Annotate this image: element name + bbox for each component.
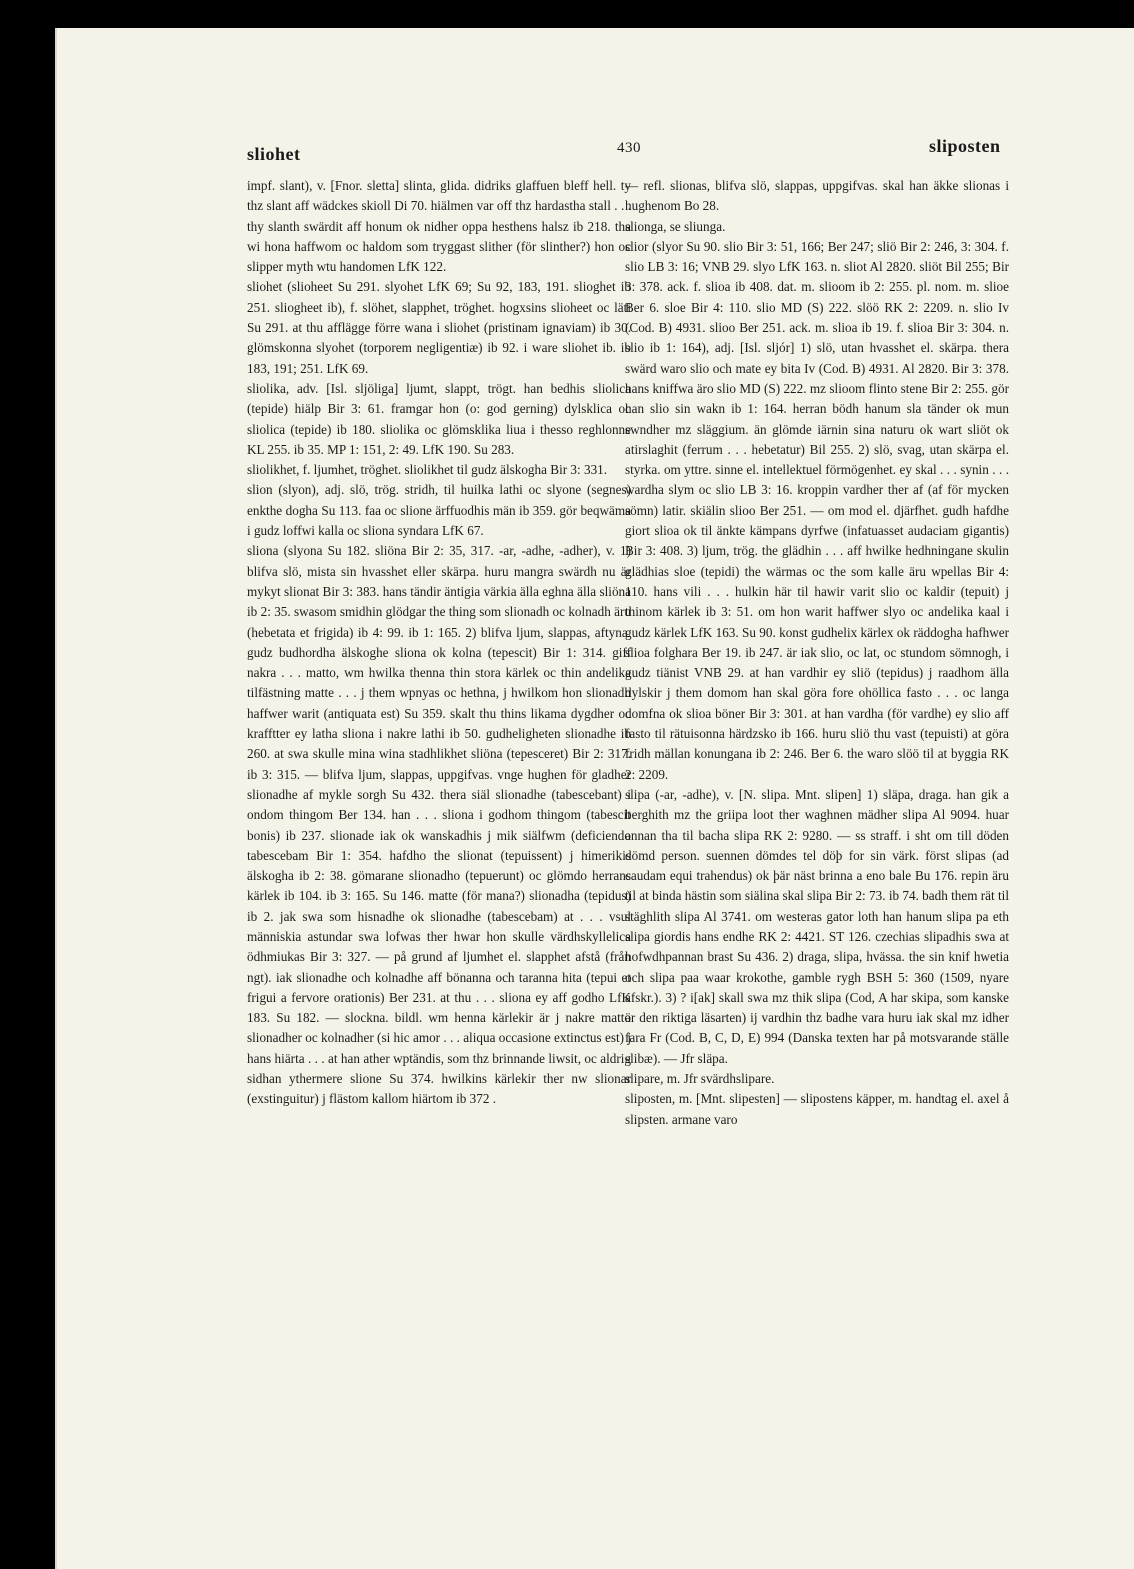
running-head-left: sliohet (247, 144, 301, 164)
entry-paragraph: slior (slyor Su 90. slio Bir 3: 51, 166; Ber 247; sliö Bir 2: 246, 3: 304. f. slio LB 3: 16; VNB 29. slyo LfK 163. n. sliot Al 2820. sliöt Bil 255; Bir 3: 378. ack. f. slioa ib 408. dat. m. slioom ib 2: 255. pl. nom. m. slioe Ber 6. sloe Bir 4: 110. slio MD (S) 222. slöö RK 2: 2209. n. slio Iv (Cod. B) 4931. slioo Ber 251. ack. m. slioa ib 19. f. slioa Bir 3: 304. n. slio ib 1: 164), adj. [Isl. sljór] 1) slö, utan hvasshet el. skärpa. thera swärd waro slio och mate ey bita Iv (Cod. B) 4931. Al 2820. Bir 3: 378. hans kniffwa äro slio MD (S) 222. mz slioom flinto stene Bir 2: 255. gör han slio sin wakn ib 1: 164. herran bödh hanum sla tänder ok mun swndher mz släggium. än glömde iärnin sina naturu ok wart sliöt ok atirslaghit (ferrum . . . hebetatur) Bil 255. 2) slö, svag, utan skärpa el. styrka. om yttre. sinne el. intellektuel förmögenhet. ey skal . . . synin . . . wardha slym oc slio LB 3: 16. kroppin vardher ther af (af för mycken sömn) latir. skiälin slioo Ber 251. — om mod el. djärfhet. gudh hafdhe giort slioa ok til änkte kämpans dyrfwe (infatuasset audaciam gigantis) Bir 3: 408. 3) ljum, trög. the glädhin . . . aff hwilke hedhningane skulin glädhias sloe (tepidi) the wärmas oc the som kalle äru wpellas Bir 4: 110. hans vili . . . hulkin här til hawir varit slio oc kaldir (tepuit) j thinom kärlek ib 3: 51. om hon warit haffwer slyo oc andelika kaal i gudz kärlek LfK 163. Su 90. konst gudhelix kärlex ok räddogha hafhwer slioa folghara Ber 19. ib 247. är iak slio, oc lat, oc stundom sömnogh, i gudz tiänist VNB 29. at han vardhir ey sliö (tepidus) j raadhom älla dylskir j them domom han skal göra fore ohöllica fasto . . . oc langa domfna ok slioa böner Bir 3: 301. at han vardha (för vardhe) ey slio aff fasto til rätuisonna härdzsko ib 166. huru sliö thu vast (tepuisti) at göra fridh mällan konungana ib 2: 246. Ber 6. the waro slöö til at byggia RK 2: 2209. (625, 238, 1009, 782)
entry-paragraph: — refl. slionas, blifva slö, slappas, uppgifvas. skal han äkke slionas i hughenom Bo 28. (625, 178, 1009, 214)
right-column (625, 176, 1009, 1130)
entry-paragraph: sliona (slyona Su 182. sliöna Bir 2: 35, 317. -ar, -adhe, -adher), v. 1) blifva slö, mista sin hvasshet eller skärpa. huru mangra swärdh nu är mykyt slionat Bir 3: 383. hans tändir äntigia värkia älla eghna älla sliöna ib 2: 35. swasom smidhin glödgar the thing som slionadh oc kolnadh äru (hebetata et frigida) ib 4: 99. ib 1: 165. 2) blifva ljum, slappas, aftyna. gudz budhordha älskoghe sliona ok kolna (tepescit) Bir 1: 314. giff nakra . . . matto, wm hwilka thenna thin stora kärlek oc thin andelika tilfästning matte . . . j them wpnyas oc hethna, j hwilkom hon slionadh haffwer warit (antiquata est) Su 359. skalt thu thins likama dygdher oc krafftter ey latha sliona i nakre lathi ib 50. gudheligheten slionadhe ib 260. at swa skulle mina wina stadhlikhet sliöna (tepesceret) Bir 2: 317. ib 3: 315. — blifva ljum, slappas, uppgifvas. vnge hughen för gladher slionadhe af mykle sorgh Su 432. thera siäl slionadhe (tabescebant) i ondom thingom Ber 134. han . . . sliona i godhom thingom (tabescit bonis) ib 237. slionade iak ok wanskadhis j mik siälfwm (deficiendo tabescebam Bir 1: 354. hafdho the slionat (tepuissent) j himerikis älskogha ib 2: 38. gömarane slionadho (tepuerunt) oc glömdo herrans kärlek ib 104. ib 3: 165. Su 146. matte (för mana?) slionadha (tepidus) ib 2. jak swa som hisnadhe ok slionadhe (tabescebam) at . . . vsul människia astundar swa lofwas ther hwar hon skulle värdhskyllelica ödhmiukas Bir 3: 327. — på grund af ljumhet el. slapphet afstå (från ngt). iak slionadhe och kolnadhe aff bönanna och taranna hita (tepui et frigui a fervore orationis) Ber 231. at thu . . . sliona ey aff godho LfK 183. Su 182. — slockna. bildl. wm henna kärlekir är j nakre matto slionadher oc kolnadher (si hic amor . . . aliqua occasione extinctus est) j hans hiärta . . . at han ather wptändis, som thz brinnande liwsit, oc aldrig sidhan ythermere slione Su 374. hwilkins kärlekir ther nw slionar (exstinguitur) j flästom kallom hiärtom ib 372 . (247, 543, 631, 1107)
entry-paragraph: slionga, se sliunga. (625, 218, 726, 234)
running-head-right: sliposten (929, 136, 1001, 156)
entry-paragraph: slipare, m. Jfr svärdhslipare. (625, 1071, 775, 1087)
dictionary-page (55, 28, 1134, 1569)
entry-paragraph: sliohet (slioheet Su 291. slyohet LfK 69; Su 92, 183, 191. slioghet ib 251. sliogheet ib), f. slöhet, slapphet, tröghet. hogxsins slioheet oc läti Su 291. at thu afflägge förre wana i sliohet (pristinam ignaviam) ib 30. glömskonna slyohet (torporem negligentiæ) ib 92. i ware sliohet ib. ib 183, 191; 251. LfK 69. (247, 279, 631, 376)
left-column (247, 176, 631, 1110)
entry-paragraph: impf. slant), v. [Fnor. sletta] slinta, glida. didriks glaffuen bleff hell. ty thz slant aff wädckes skioll Di 70. hiälmen var off thz hardastha stall . . . thy slanth swärdit aff honum ok nidher oppa hesthens halsz ib 218. tha wi hona haffwom oc haldom som tryggast slither (för slinther?) hon oc slipper myth wtu handomen LfK 122. (247, 178, 631, 275)
entry-paragraph: sliolikhet, f. ljumhet, tröghet. sliolikhet til gudz älskogha Bir 3: 331. (247, 462, 608, 478)
page-number: 430 (617, 140, 641, 156)
scan-border-top (0, 0, 1134, 28)
entry-paragraph: sliolika, adv. [Isl. sljöliga] ljumt, slappt, trögt. han bedhis sliolica (tepide) hiälp Bir 3: 61. framgar hon (o: god gerning) dylsklica oc sliolica (tepide) ib 180. sliolika oc glömsklika liua i thesso reghlonne KL 255. ib 35. MP 1: 151, 2: 49. LfK 190. Su 283. (247, 380, 631, 457)
entry-paragraph: slipa (-ar, -adhe), v. [N. slipa. Mnt. slipen] 1) släpa, draga. han gik a berghith mz the griipa loot ther waghnen mädher slipa Al 9094. huar annan tha til bacha slipa RK 2: 9280. — ss straff. i sht om till döden dömd person. suennen dömdes tel döþ for sin värk. först slipas (ad caudam equi trahendus) ok þär näst brinna a eno bale Bu 176. repin äru til at binda hästin som siälina skal slipa Bir 2: 73. ib 74. badh them rät til stäghlith slipa Al 3741. om westeras gator loth han hanum slipa pa eth slipa giordis hans endhe RK 2: 4421. ST 126. czechias slipadhis swa at hofwdhpannan brast Su 436. 2) draga, slipa, hvässa. the sin knif hwetia och slipa paa waar krokothe, gamble rygh BSH 5: 360 (1509, nyare afskr.). 3) ? i[ak] skall swa mz thik slipa (Cod, A har skipa, som kanske är den riktiga läsarten) ij vardhin thz badhe vara huru iak skal mz idher fara Fr (Cod. B, C, D, E) 994 (Danska texten har på motsvarande ställe slibæ). — Jfr släpa. (625, 786, 1009, 1066)
entry-paragraph: slion (slyon), adj. slö, trög. stridh, til huilka lathi oc slyone (segnes) enkthe dogha Su 113. faa oc slione ärffuodhis män ib 359. gör beqwäma i gudz loffwi kalla oc sliona syndara LfK 67. (247, 482, 631, 539)
entry-paragraph: sliposten, m. [Mnt. slipesten] — slipostens käpper, m. handtag el. axel å slipsten. armane varo (625, 1091, 1009, 1127)
